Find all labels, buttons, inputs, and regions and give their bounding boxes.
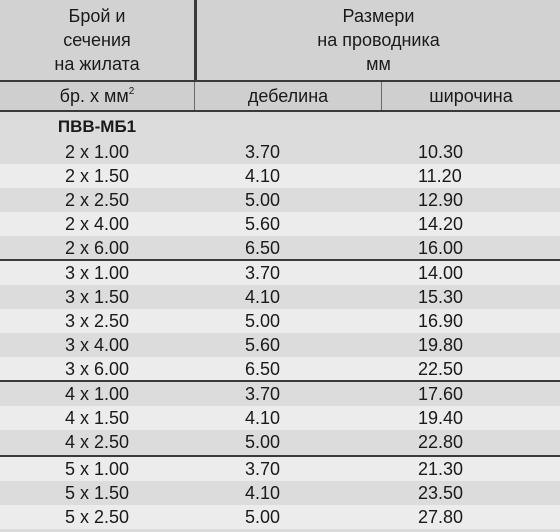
cell-width: 11.20: [418, 166, 462, 186]
subheader-count-by-section: [0, 82, 194, 110]
table-row: [0, 188, 560, 212]
cell-thickness: 5.00: [245, 432, 281, 452]
cell-thickness: 5.00: [245, 507, 281, 527]
subheader-separator: [0, 110, 560, 112]
cell-width: 12.90: [418, 190, 464, 210]
cable-type-title: ПВВ-МБ1: [57, 117, 137, 136]
subheader-thickness: дебелина: [247, 86, 329, 106]
cell-size: 3 x 1.00: [64, 263, 130, 283]
header-line: сечения: [63, 30, 131, 50]
subheader-divider: [194, 82, 195, 110]
cell-thickness: 5.00: [245, 311, 281, 331]
cell-width: 22.80: [418, 432, 464, 452]
cell-width: 19.80: [418, 335, 464, 355]
cell-thickness: 3.70: [245, 142, 281, 162]
table-row: [0, 212, 560, 236]
table-row: [0, 505, 560, 529]
cell-thickness: 4.10: [245, 483, 281, 503]
cell-width: 22.50: [418, 359, 464, 379]
header-line: на жилата: [54, 54, 140, 74]
cell-size: 2 x 1.00: [64, 142, 130, 162]
cell-size: 5 x 1.00: [64, 459, 130, 479]
cell-thickness: 5.00: [245, 190, 281, 210]
cell-size: 2 x 4.00: [64, 214, 130, 234]
cell-size: 2 x 6.00: [64, 238, 130, 258]
cell-thickness: 5.60: [245, 214, 281, 234]
subheader-row: [0, 82, 560, 110]
cell-thickness: 6.50: [245, 359, 281, 379]
cell-thickness: 4.10: [245, 408, 281, 428]
cell-size: 3 x 2.50: [64, 311, 130, 331]
header-line: мм: [366, 54, 391, 74]
cell-width: 16.90: [418, 311, 464, 331]
cell-thickness: 4.10: [245, 166, 281, 186]
cell-width: 16.00: [418, 238, 464, 258]
cell-thickness: 3.70: [245, 263, 281, 283]
header-conductor-dimensions: [197, 0, 560, 80]
cell-size: 3 x 4.00: [64, 335, 130, 355]
cell-size: 4 x 1.00: [64, 384, 130, 404]
table-row: [0, 457, 560, 481]
table-row: [0, 481, 560, 505]
cell-thickness: 4.10: [245, 287, 281, 307]
subheader-count-label: бр. х мм: [59, 86, 129, 106]
subheader-width: широчина: [429, 86, 513, 106]
header-line: Брой и: [68, 6, 126, 26]
cell-size: 2 x 1.50: [64, 166, 130, 186]
cell-size: 3 x 1.50: [64, 287, 130, 307]
table-row: [0, 333, 560, 357]
table-row: [0, 382, 560, 406]
cell-thickness: 5.60: [245, 335, 281, 355]
header-line: на проводника: [317, 30, 440, 50]
table-row: [0, 357, 560, 381]
cell-thickness: 6.50: [245, 238, 281, 258]
cell-thickness: 3.70: [245, 459, 281, 479]
cell-size: 2 x 2.50: [64, 190, 130, 210]
cell-width: 17.60: [418, 384, 464, 404]
cell-thickness: 3.70: [245, 384, 281, 404]
header-line: Размери: [342, 6, 415, 26]
subheader-unit-superscript: 2: [128, 86, 135, 97]
cell-size: 4 x 1.50: [64, 408, 130, 428]
header-count-and-section: [0, 0, 194, 80]
cell-size: 3 x 6.00: [64, 359, 130, 379]
cell-width: 27.80: [418, 507, 464, 527]
cell-size: 5 x 2.50: [64, 507, 130, 527]
cell-width: 14.00: [418, 263, 464, 283]
cell-size: 5 x 1.50: [64, 483, 130, 503]
cell-width: 21.30: [418, 459, 464, 479]
table-row: [0, 140, 560, 164]
cell-width: 23.50: [418, 483, 464, 503]
cell-size: 4 x 2.50: [64, 432, 130, 452]
table-row: [0, 236, 560, 260]
cell-width: 10.30: [418, 142, 464, 162]
cell-width: 15.30: [418, 287, 464, 307]
subheader-divider: [381, 82, 382, 110]
table-row: [0, 309, 560, 333]
cell-width: 19.40: [418, 408, 464, 428]
table-row: [0, 261, 560, 285]
table-row: [0, 430, 560, 454]
table-row: [0, 406, 560, 430]
table-row: [0, 164, 560, 188]
table-row: [0, 285, 560, 309]
cell-width: 14.20: [418, 214, 464, 234]
